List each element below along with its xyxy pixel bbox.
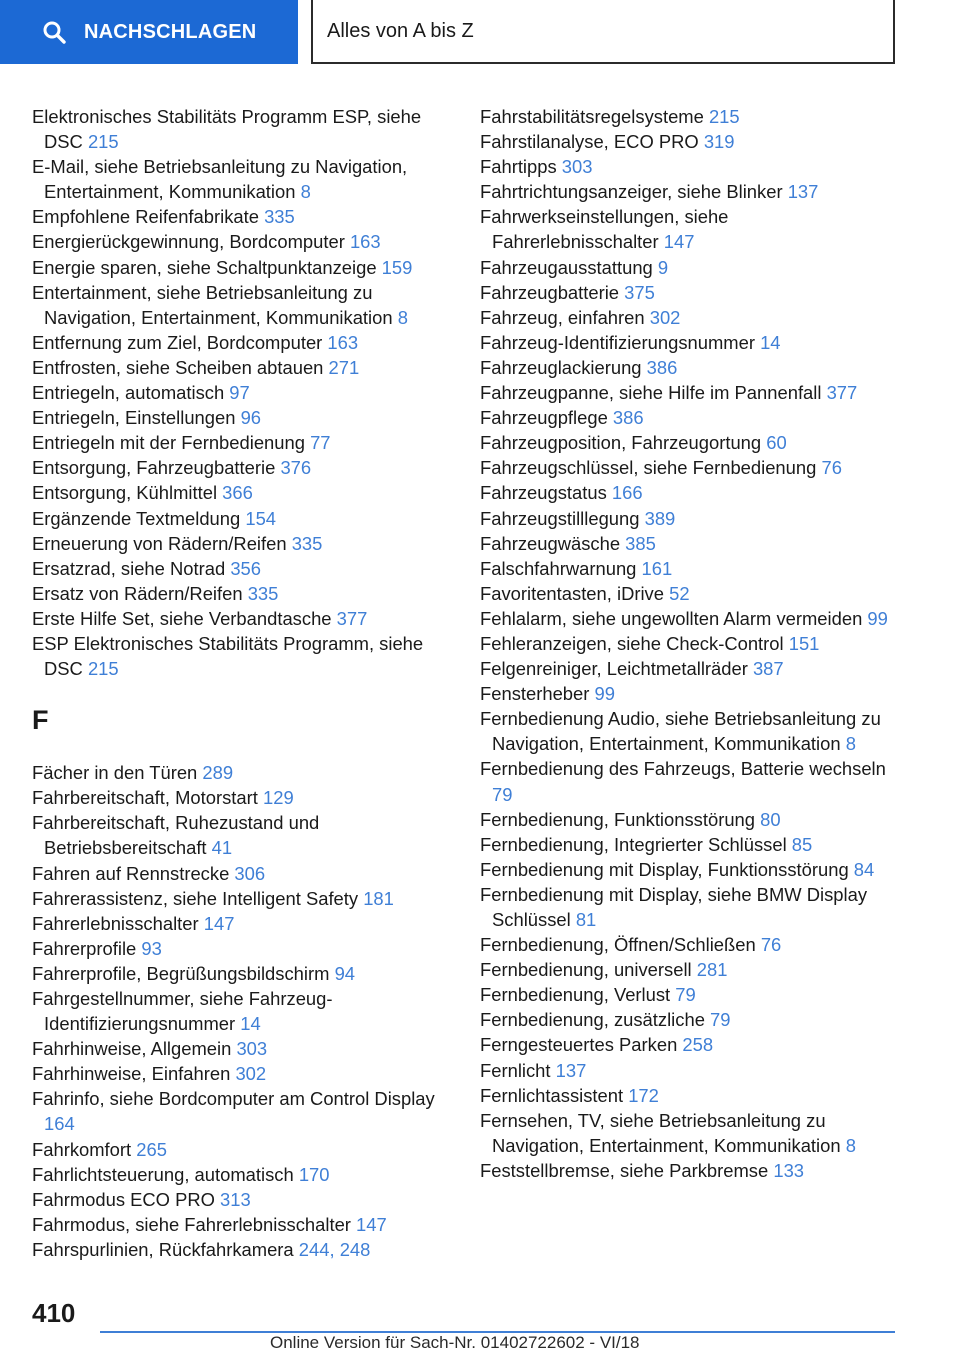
index-list-e — [32, 104, 452, 681]
entry-term: Ersatzrad, siehe Notrad — [32, 557, 231, 579]
page-link[interactable]: 386 — [646, 356, 678, 378]
entry-term: Entriegeln, Einstellungen — [32, 407, 241, 429]
page-link[interactable]: 313 — [220, 1188, 251, 1210]
entry-term: Fahrhinweise, Allgemein — [32, 1038, 237, 1060]
index-entry — [480, 756, 900, 806]
index-entry — [32, 104, 452, 154]
index-entry — [32, 886, 452, 911]
page-link[interactable]: 96 — [240, 407, 262, 429]
index-entry — [32, 760, 452, 785]
index-entry — [32, 204, 452, 229]
entry-term: Fahrzeugstatus — [480, 482, 612, 504]
entry-term: Entriegeln, automatisch — [32, 382, 230, 404]
entry-term: Erneuerung von Rädern/Reifen — [32, 532, 292, 554]
index-entry — [480, 154, 900, 179]
page-link[interactable]: 335 — [264, 206, 295, 228]
index-entry — [32, 1187, 452, 1212]
entry-term: Fahrerassistenz, siehe Intelligent Safety — [32, 887, 364, 909]
page-link[interactable]: 85 — [791, 833, 813, 855]
entry-term: Fahrmodus, siehe Fahrerlebnisschalter — [32, 1213, 357, 1235]
entry-term: Fernbedienung Audio, siehe Betriebsanleitung zu Navigation, Entertainment, Kommunikation — [480, 708, 881, 755]
entry-term: Fahrbereitschaft, Motorstart — [32, 787, 263, 809]
page-link[interactable]: 377 — [826, 382, 858, 404]
index-entry — [32, 810, 452, 860]
entry-term: Fahrspurlinien, Rückfahrkamera — [32, 1238, 299, 1260]
index-entry — [480, 631, 900, 656]
page-link[interactable]: 303 — [236, 1038, 268, 1060]
index-column-left — [32, 104, 452, 1262]
index-entry — [32, 581, 452, 606]
index-entry — [480, 857, 900, 882]
entry-term: Energierückgewinnung, Bordcomputer — [32, 231, 350, 253]
page-link[interactable]: 147 — [356, 1213, 387, 1235]
page-link[interactable]: 377 — [336, 607, 368, 629]
page-link[interactable]: 129 — [263, 787, 294, 809]
entry-term: Entsorgung, Kühlmittel — [32, 482, 223, 504]
index-entry — [480, 480, 900, 505]
index-entry — [32, 229, 452, 254]
tab-nachschlagen[interactable] — [0, 0, 298, 64]
page-link[interactable]: 14 — [240, 1013, 261, 1035]
index-entry — [32, 911, 452, 936]
page-link[interactable]: 366 — [222, 482, 253, 504]
index-entry — [480, 606, 900, 631]
page-link[interactable]: 164 — [44, 1113, 75, 1135]
page-link[interactable]: 258 — [682, 1034, 714, 1056]
entry-term: Fahrzeug-Identifizierungsnummer — [480, 331, 761, 353]
index-list-right — [480, 104, 900, 1183]
page-link[interactable]: 281 — [696, 959, 728, 981]
index-entry — [480, 882, 900, 932]
page-link[interactable]: 386 — [612, 407, 644, 429]
index-list-f — [32, 760, 452, 1262]
page-link[interactable]: 303 — [561, 156, 593, 178]
page-number: 410 — [32, 1298, 76, 1328]
index-entry — [32, 280, 452, 330]
page-link[interactable]: 52 — [669, 582, 690, 604]
page-link[interactable]: 147 — [663, 231, 695, 253]
entry-term: Felgenreiniger, Leichtmetallräder — [480, 658, 753, 680]
entry-term: Empfohlene Reifenfabrikate — [32, 206, 265, 228]
entry-term: Fahrgestellnummer, siehe Fahrzeug-Identifizierungsnummer — [32, 988, 333, 1035]
page-link[interactable]: 99 — [867, 607, 888, 629]
entry-term: Erste Hilfe Set, siehe Verbandtasche — [32, 607, 337, 629]
index-entry — [480, 506, 900, 531]
entry-term: Falschfahrwarnung — [480, 557, 642, 579]
entry-term: Fernbedienung, Integrierter Schlüssel — [480, 833, 792, 855]
index-entry — [32, 355, 452, 380]
index-entry — [32, 1061, 452, 1086]
entry-term: Energie sparen, siehe Schaltpunktanzeige — [32, 256, 382, 278]
entry-term: Fahrbereitschaft, Ruhezustand und Betriebsbereitschaft — [32, 812, 320, 859]
page-link[interactable]: 215 — [87, 131, 119, 153]
index-entry — [480, 556, 900, 581]
index-entry — [480, 1032, 900, 1057]
page-link[interactable]: 248 — [339, 1238, 371, 1260]
page-link[interactable]: 289 — [202, 762, 234, 784]
index-entry — [480, 932, 900, 957]
online-version-note: Online Version für Sach-Nr. 01402722602 - VI/18 — [270, 1333, 640, 1352]
index-entry — [480, 957, 900, 982]
page-link[interactable]: 80 — [760, 808, 781, 830]
index-entry — [32, 330, 452, 355]
entry-term: Favoritentasten, iDrive — [480, 582, 670, 604]
entry-term: Entfernung zum Ziel, Bordcomputer — [32, 331, 328, 353]
index-entry — [32, 1137, 452, 1162]
index-entry — [480, 305, 900, 330]
index-entry — [480, 455, 900, 480]
page-link[interactable]: 81 — [575, 909, 597, 930]
entry-term: Elektronisches Stabilitäts Programm ESP, siehe DSC — [32, 106, 422, 153]
index-entry — [480, 681, 900, 706]
index-entry — [32, 405, 452, 430]
index-entry — [32, 961, 452, 986]
entry-term: Fahrwerkseinstellungen, siehe Fahrerlebnisschalter — [480, 206, 729, 253]
entry-term: Entriegeln mit der Fernbedienung — [32, 432, 311, 454]
index-entry — [480, 1108, 900, 1158]
page-link[interactable]: 133 — [773, 1159, 805, 1181]
index-entry — [480, 706, 900, 756]
index-entry — [480, 807, 900, 832]
page-link[interactable]: 147 — [203, 912, 235, 934]
entry-term: Fahrerlebnisschalter — [32, 912, 204, 934]
entry-term: Fernlicht — [480, 1059, 556, 1081]
header — [0, 0, 960, 66]
entry-term: Feststellbremse, siehe Parkbremse — [480, 1159, 774, 1181]
page-link[interactable]: 99 — [594, 683, 615, 705]
index-entry — [32, 1237, 452, 1262]
page-link[interactable]: 79 — [710, 1009, 731, 1031]
entry-term: E-Mail, siehe Betriebsanleitung zu Navigation, Entertainment, Kommunikation — [32, 156, 408, 203]
page-link[interactable]: 9 — [657, 256, 669, 278]
index-entry — [480, 982, 900, 1007]
entry-term: Fahrinfo, siehe Bordcomputer am Control Display — [32, 1088, 435, 1110]
index-entry — [32, 986, 452, 1036]
page-link[interactable]: 41 — [211, 837, 233, 859]
entry-term: Fahrerprofile — [32, 937, 142, 959]
page-link[interactable]: 137 — [787, 181, 819, 203]
index-entry — [480, 430, 900, 455]
entry-term: Fahrtrichtungsanzeiger, siehe Blinker — [480, 181, 788, 203]
entry-term: Fahrzeugbatterie — [480, 281, 625, 303]
page-link[interactable]: 154 — [245, 507, 277, 529]
entry-term: Fahrmodus ECO PRO — [32, 1188, 221, 1210]
index-entry — [32, 1086, 452, 1136]
entry-term: Ersatz von Rädern/Reifen — [32, 582, 248, 604]
entry-term: Ferngesteuertes Parken — [480, 1034, 683, 1056]
entry-term: Fahrzeugposition, Fahrzeugortung — [480, 432, 767, 454]
entry-term: Fernbedienung, universell — [480, 959, 697, 981]
index-entry — [32, 480, 452, 505]
index-entry — [32, 606, 452, 631]
entry-term: Fehleranzeigen, siehe Check-Control — [480, 632, 789, 654]
index-entry — [32, 631, 452, 681]
index-entry — [32, 1162, 452, 1187]
page-link[interactable]: 172 — [628, 1084, 659, 1106]
page-link[interactable]: 8 — [300, 181, 311, 203]
index-entry — [480, 204, 900, 254]
index-entry — [480, 380, 900, 405]
entry-term: Fahrzeuglackierung — [480, 356, 647, 378]
index-entry — [32, 455, 452, 480]
page-link[interactable]: 389 — [644, 507, 676, 529]
page-link[interactable]: 94 — [334, 962, 356, 984]
entry-term: Ergänzende Textmeldung — [32, 507, 246, 529]
page-link[interactable]: 215 — [87, 658, 119, 680]
page-link[interactable]: 79 — [492, 783, 513, 805]
page-link[interactable]: 76 — [821, 457, 842, 479]
index-entry — [480, 1058, 900, 1083]
entry-term: Fernbedienung mit Display, siehe BMW Display Schlüssel — [480, 883, 868, 930]
entry-term: Fahrzeugstilllegung — [480, 507, 645, 529]
entry-term: Fernbedienung, Funktionsstörung — [480, 808, 761, 830]
index-entry — [480, 179, 900, 204]
entry-term: Fernlichtassistent — [480, 1084, 629, 1106]
entry-term: Fahrtipps — [480, 156, 562, 178]
index-entry — [32, 380, 452, 405]
entry-term: Fahrzeug, einfahren — [480, 306, 650, 328]
page-link[interactable]: 8 — [845, 1134, 856, 1156]
entry-term: Fahren auf Rennstrecke — [32, 862, 235, 884]
page-link[interactable]: 335 — [291, 532, 323, 554]
index-entry — [480, 405, 900, 430]
entry-term: Fernbedienung des Fahrzeugs, Batterie wechseln — [480, 758, 886, 780]
index-entry — [480, 1158, 900, 1183]
page-link[interactable]: 215 — [708, 106, 740, 127]
page-link[interactable]: 14 — [760, 331, 781, 353]
page-link[interactable]: 385 — [625, 532, 656, 554]
page-link[interactable]: 60 — [766, 432, 787, 454]
index-entry — [480, 531, 900, 556]
page-link[interactable]: 151 — [788, 632, 820, 654]
entry-term: Fahrhinweise, Einfahren — [32, 1063, 236, 1085]
page-link[interactable]: 335 — [247, 582, 279, 604]
page-link[interactable]: 163 — [327, 331, 359, 353]
page-link[interactable]: 387 — [752, 658, 784, 680]
index-entry — [32, 1036, 452, 1061]
entry-term: Entertainment, siehe Betriebsanleitung zu Navigation, Entertainment, Kommunikation — [32, 281, 398, 328]
page-link[interactable]: 77 — [310, 432, 331, 454]
index-entry — [480, 581, 900, 606]
index-entry — [32, 255, 452, 280]
entry-term: Entsorgung, Fahrzeugbatterie — [32, 457, 281, 479]
page-link[interactable]: 170 — [298, 1163, 330, 1185]
entry-term: Fahrzeugwäsche — [480, 532, 626, 554]
page-link[interactable]: 93 — [141, 937, 162, 959]
entry-term: Fehlalarm, siehe ungewollten Alarm vermeiden — [480, 607, 868, 629]
entry-term: Fernbedienung mit Display, Funktionsstörung — [480, 858, 854, 880]
page-link[interactable]: 84 — [853, 858, 875, 880]
page-link[interactable]: 375 — [624, 281, 655, 303]
index-entry — [32, 154, 452, 204]
index-entry — [32, 430, 452, 455]
index-entry — [480, 832, 900, 857]
page-link[interactable]: 137 — [555, 1059, 587, 1081]
entry-term: Fensterheber — [480, 683, 595, 705]
page-link[interactable]: 302 — [649, 306, 681, 328]
entry-term: Fahrzeugpflege — [480, 407, 613, 429]
page-link[interactable]: 79 — [675, 984, 696, 1006]
section-title: Alles von A bis Z — [311, 0, 895, 64]
page-link[interactable]: 8 — [397, 306, 408, 328]
page-link[interactable]: 97 — [229, 382, 250, 404]
index-entry — [480, 280, 900, 305]
page-separator: , — [329, 1238, 340, 1260]
page-link[interactable]: 159 — [381, 256, 413, 278]
tab-label: NACHSCHLAGEN — [84, 20, 257, 43]
entry-term: ESP Elektronisches Stabilitäts Programm, siehe DSC — [32, 632, 424, 680]
page-link[interactable]: 163 — [349, 231, 381, 253]
entry-term: Fernbedienung, Öffnen/Schließen — [480, 934, 761, 956]
page-link[interactable]: 376 — [280, 457, 312, 479]
page-link[interactable]: 8 — [845, 733, 856, 755]
entry-term: Fernsehen, TV, siehe Betriebsanleitung zu Navigation, Entertainment, Kommunikation — [480, 1109, 846, 1156]
entry-term: Fahrerprofile, Begrüßungsbildschirm — [32, 962, 335, 984]
page-link[interactable]: 302 — [235, 1063, 267, 1085]
page-link[interactable]: 76 — [760, 934, 782, 956]
entry-term: Fahrzeugausstattung — [480, 256, 658, 278]
entry-term: Fahrstilanalyse, ECO PRO — [480, 131, 704, 153]
index-entry — [32, 531, 452, 556]
page-link[interactable]: 319 — [703, 131, 735, 153]
page-link[interactable]: 271 — [328, 356, 360, 378]
entry-term: Fahrkomfort — [32, 1138, 137, 1160]
entry-term: Fernbedienung, zusätzliche — [480, 1009, 711, 1031]
index-entry — [480, 1083, 900, 1108]
index-entry — [32, 785, 452, 810]
entry-term: Fahrstabilitätsregelsysteme — [480, 106, 709, 127]
page-link[interactable]: 265 — [136, 1138, 167, 1160]
entry-term: Fahrzeugpanne, siehe Hilfe im Pannenfall — [480, 382, 827, 404]
index-column-right — [480, 104, 900, 1183]
index-entry — [480, 129, 900, 154]
page-link[interactable]: 356 — [230, 557, 261, 579]
index-entry — [32, 861, 452, 886]
page-link[interactable]: 244 — [298, 1238, 330, 1260]
index-entry — [480, 355, 900, 380]
index-entry — [480, 1007, 900, 1032]
index-entry — [480, 255, 900, 280]
page-link[interactable]: 161 — [641, 557, 673, 579]
page-link[interactable]: 181 — [363, 887, 394, 909]
page-link[interactable]: 166 — [611, 482, 643, 504]
page-link[interactable]: 306 — [234, 862, 266, 884]
index-entry — [480, 656, 900, 681]
index-entry — [32, 936, 452, 961]
entry-term: Fernbedienung, Verlust — [480, 984, 676, 1006]
entry-term: Fächer in den Türen — [32, 762, 203, 784]
index-entry — [32, 556, 452, 581]
index-entry — [32, 1212, 452, 1237]
entry-term: Fahrzeugschlüssel, siehe Fernbedienung — [480, 457, 822, 479]
entry-term: Entfrosten, siehe Scheiben abtauen — [32, 356, 329, 378]
index-entry — [480, 104, 900, 129]
entry-term: Fahrlichtsteuerung, automatisch — [32, 1163, 299, 1185]
index-entry — [32, 506, 452, 531]
letter-heading-f: F — [32, 705, 49, 736]
search-icon — [42, 20, 66, 44]
index-entry — [480, 330, 900, 355]
